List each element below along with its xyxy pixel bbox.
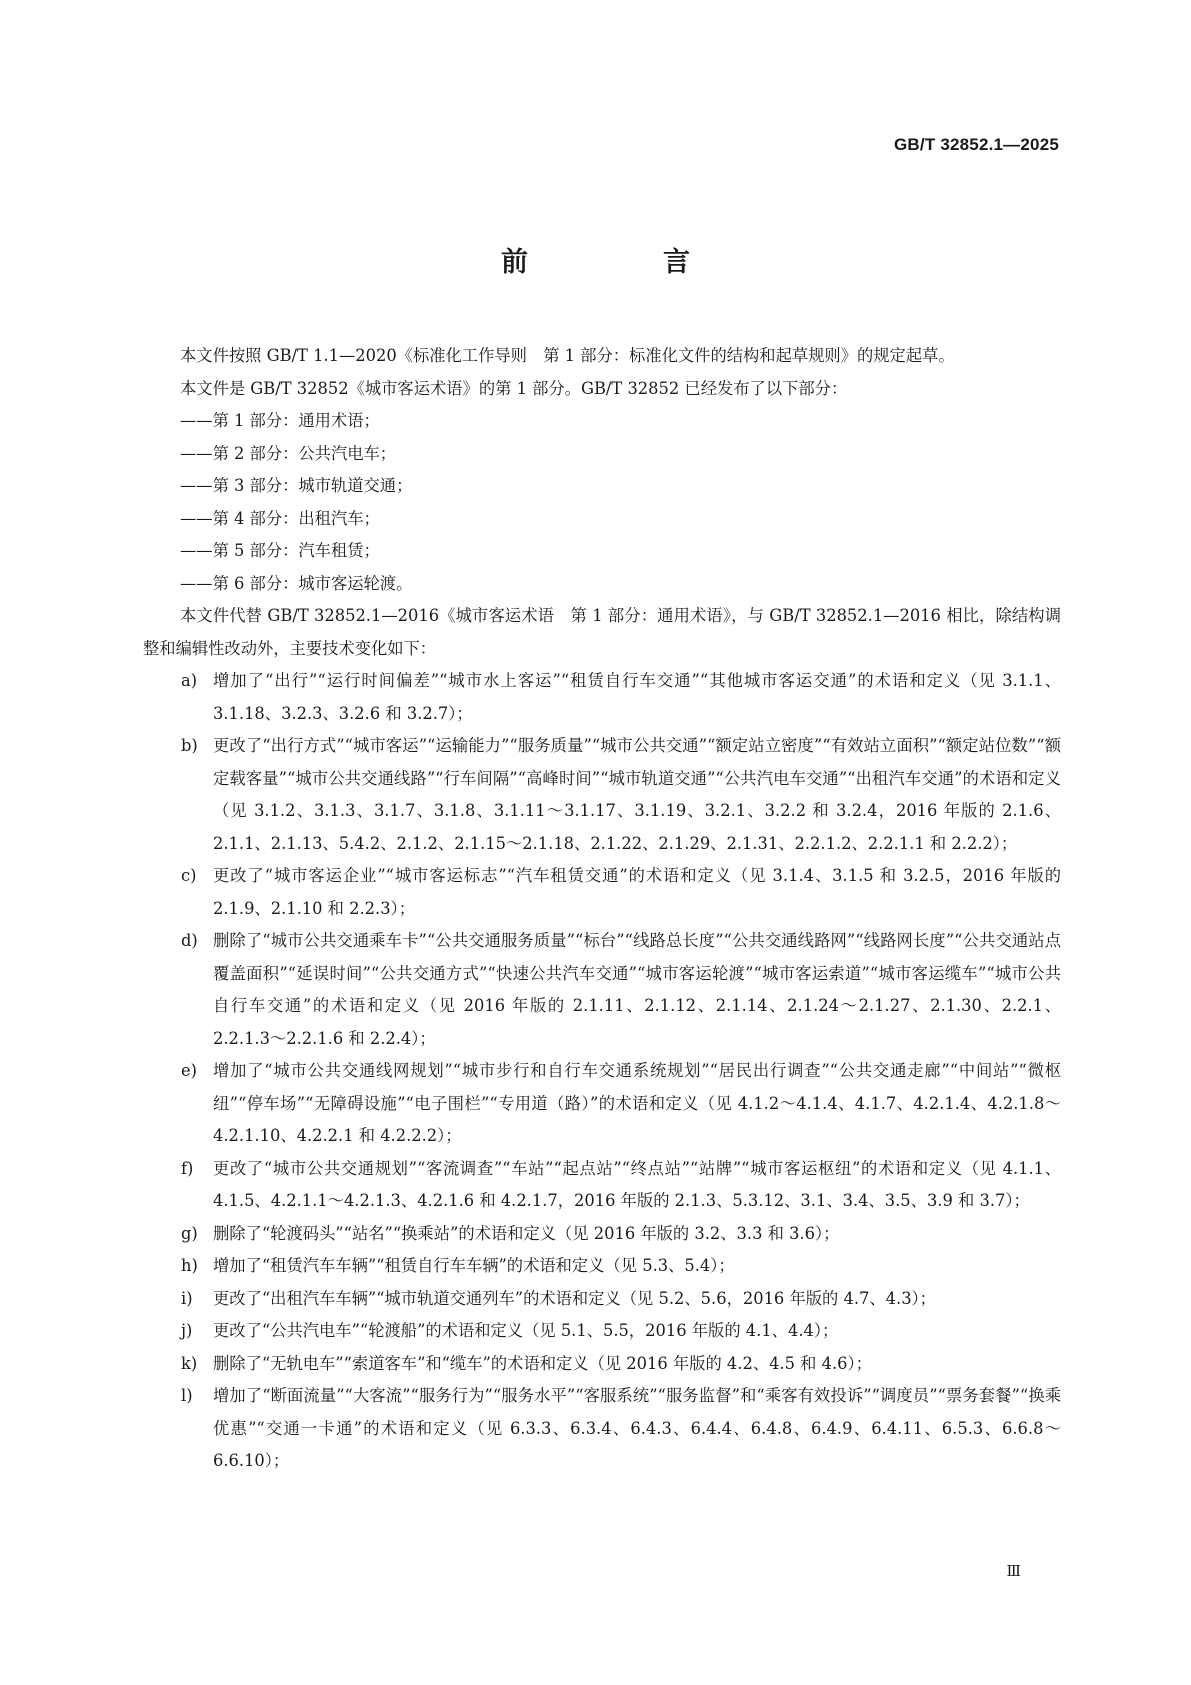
list-item: ——第 2 部分：公共汽电车； bbox=[180, 443, 397, 463]
item-label: a) bbox=[181, 671, 198, 690]
item-text: 增加了“租赁汽车车辆”“租赁自行车车辆”的术语和定义（见 5.3、5.4）； bbox=[213, 1256, 735, 1275]
paragraph-series-intro: 本文件是 GB/T 32852《城市客运术语》的第 1 部分。GB/T 32852 已经发布了以下部分： bbox=[180, 378, 848, 398]
item-text: 删除了“城市公共交通乘车卡”“公共交通服务质量”“标台”“线路总长度”“公共交通线路网”“线路网长度”“公共交通站点覆盖面积”“延误时间”“公共交通方式”“快速公共汽车交通”“城市客运轮渡”“城市客运索道”“城市客运缆车”“城市公共自行车交通”的术语和定义（见 2016 年版的 2.1.11、2.1.12、2.1.14、2.1.24～2.1.27、2.1.30、2.2.1、2.2.1.3～2.2.1.6 和 2.2.4）； bbox=[213, 931, 1061, 1048]
list-item bbox=[143, 1283, 1061, 1316]
item-text: 增加了“断面流量”“大客流”“服务行为”“服务水平”“客服系统”“服务监督”和“乘客有效投诉”“调度员”“票务套餐”“换乘优惠”“交通一卡通”的术语和定义（见 6.3.3、6.3.4、6.4.3、6.4.4、6.4.8、6.4.9、6.4.11、6.5.3、6.6.8～6.6.10）； bbox=[213, 1386, 1061, 1470]
item-text: 更改了“城市客运企业”“城市客运标志”“汽车租赁交通”的术语和定义（见 3.1.4、3.1.5 和 3.2.5，2016 年版的 2.1.9、2.1.10 和 2.2.3）； bbox=[213, 866, 1061, 918]
item-label: e) bbox=[181, 1061, 197, 1080]
list-item bbox=[143, 1218, 1061, 1251]
parts-list bbox=[143, 405, 1061, 600]
page-number: Ⅲ bbox=[1006, 1562, 1021, 1580]
list-item: ——第 3 部分：城市轨道交通； bbox=[180, 476, 413, 495]
list-item bbox=[143, 1153, 1061, 1218]
list-item bbox=[143, 730, 1061, 860]
list-item: ——第 6 部分：城市客运轮渡。 bbox=[180, 573, 413, 593]
item-label: g) bbox=[181, 1223, 198, 1243]
list-item: ——第 4 部分：出租汽车； bbox=[180, 508, 380, 528]
list-item: ——第 5 部分：汽车租赁； bbox=[180, 541, 380, 560]
item-text: 增加了“出行”“运行时间偏差”“城市水上客运”“租赁自行车交通”“其他城市客运交通”的术语和定义（见 3.1.1、3.1.18、3.2.3、3.2.6 和 3.2.7）； bbox=[213, 671, 1061, 723]
item-label: j) bbox=[181, 1321, 193, 1340]
item-label: h) bbox=[181, 1256, 198, 1275]
list-item bbox=[143, 925, 1061, 1055]
item-text: 增加了“城市公共交通线网规划”“城市步行和自行车交通系统规划”“居民出行调查”“公共交通走廊”“中间站”“微枢纽”“停车场”“无障碍设施”“电子围栏”“专用道（路）”的术语和定义（见 4.1.2～4.1.4、4.1.7、4.2.1.4、4.2.1.8～4.2.1.10、4.2.2.1 和 4.2.2.2）； bbox=[213, 1061, 1061, 1145]
item-text: 更改了“公共汽电车”“轮渡船”的术语和定义（见 5.1、5.5，2016 年版的 4.1、4.4）； bbox=[213, 1321, 839, 1340]
item-label: f) bbox=[181, 1158, 194, 1178]
changes-list bbox=[143, 665, 1061, 1478]
item-label: k) bbox=[181, 1353, 198, 1373]
item-text: 更改了“城市公共交通规划”“客流调查”“车站”“起点站”“终点站”“站牌”“城市客运枢纽”的术语和定义（见 4.1.1、4.1.5、4.2.1.1～4.2.1.3、4.2.1.6 和 4.2.1.7，2016 年版的 2.1.3、5.3.12、3.1、3.4、3.5、3.9 和 3.7）； bbox=[213, 1158, 1061, 1210]
item-label: i) bbox=[181, 1288, 193, 1308]
item-label: c) bbox=[181, 866, 197, 885]
item-text: 更改了“出行方式”“城市客运”“运输能力”“服务质量”“城市公共交通”“额定站立密度”“有效站立面积”“额定站位数”“额定载客量”“城市公共交通线路”“行车间隔”“高峰时间”“城市轨道交通”“公共汽电车交通”“出租汽车交通”的术语和定义（见 3.1.2、3.1.3、3.1.7、3.1.8、3.1.11～3.1.17、3.1.19、3.2.1、3.2.2 和 3.2.4，2016 年版的 2.1.6、2.1.1、2.1.13、5.4.2、2.1.2、2.1.15～2.1.18、2.1.22、2.1.29、2.1.31、2.2.1.2、2.2.1.1 和 2.2.2）； bbox=[213, 736, 1061, 853]
list-item bbox=[143, 1055, 1061, 1153]
item-label: l) bbox=[181, 1386, 193, 1405]
item-label: d) bbox=[181, 931, 198, 950]
paragraph-replacement: 本文件代替 GB/T 32852.1—2016《城市客运术语 第 1 部分：通用术语》，与 GB/T 32852.1—2016 相比，除结构调整和编辑性改动外，主要技术变化如下： bbox=[143, 606, 1061, 658]
item-text: 更改了“出租汽车车辆”“城市轨道交通列车”的术语和定义（见 5.2、5.6，2016 年版的 4.7、4.3）； bbox=[213, 1288, 936, 1308]
list-item bbox=[143, 1380, 1061, 1478]
list-item bbox=[143, 1315, 1061, 1348]
list-item bbox=[143, 1348, 1061, 1381]
list-item bbox=[143, 1250, 1061, 1283]
paragraph-drafting-rules: 本文件按照 GB/T 1.1—2020《标准化工作导则 第 1 部分：标准化文件的结构和起草规则》的规定起草。 bbox=[180, 346, 955, 365]
foreword-body bbox=[143, 340, 1061, 1478]
list-item bbox=[143, 860, 1061, 925]
list-item bbox=[143, 665, 1061, 730]
item-text: 删除了“无轨电车”“索道客车”和“缆车”的术语和定义（见 2016 年版的 4.2、4.5 和 4.6）； bbox=[213, 1353, 872, 1373]
list-item: ——第 1 部分：通用术语； bbox=[180, 411, 380, 430]
item-text: 删除了“轮渡码头”“站名”“换乘站”的术语和定义（见 2016 年版的 3.2、3.3 和 3.6）； bbox=[213, 1223, 840, 1243]
item-label: b) bbox=[181, 736, 198, 755]
standard-number: GB/T 32852.1—2025 bbox=[894, 135, 1059, 154]
page-title: 前 言 bbox=[501, 247, 744, 278]
